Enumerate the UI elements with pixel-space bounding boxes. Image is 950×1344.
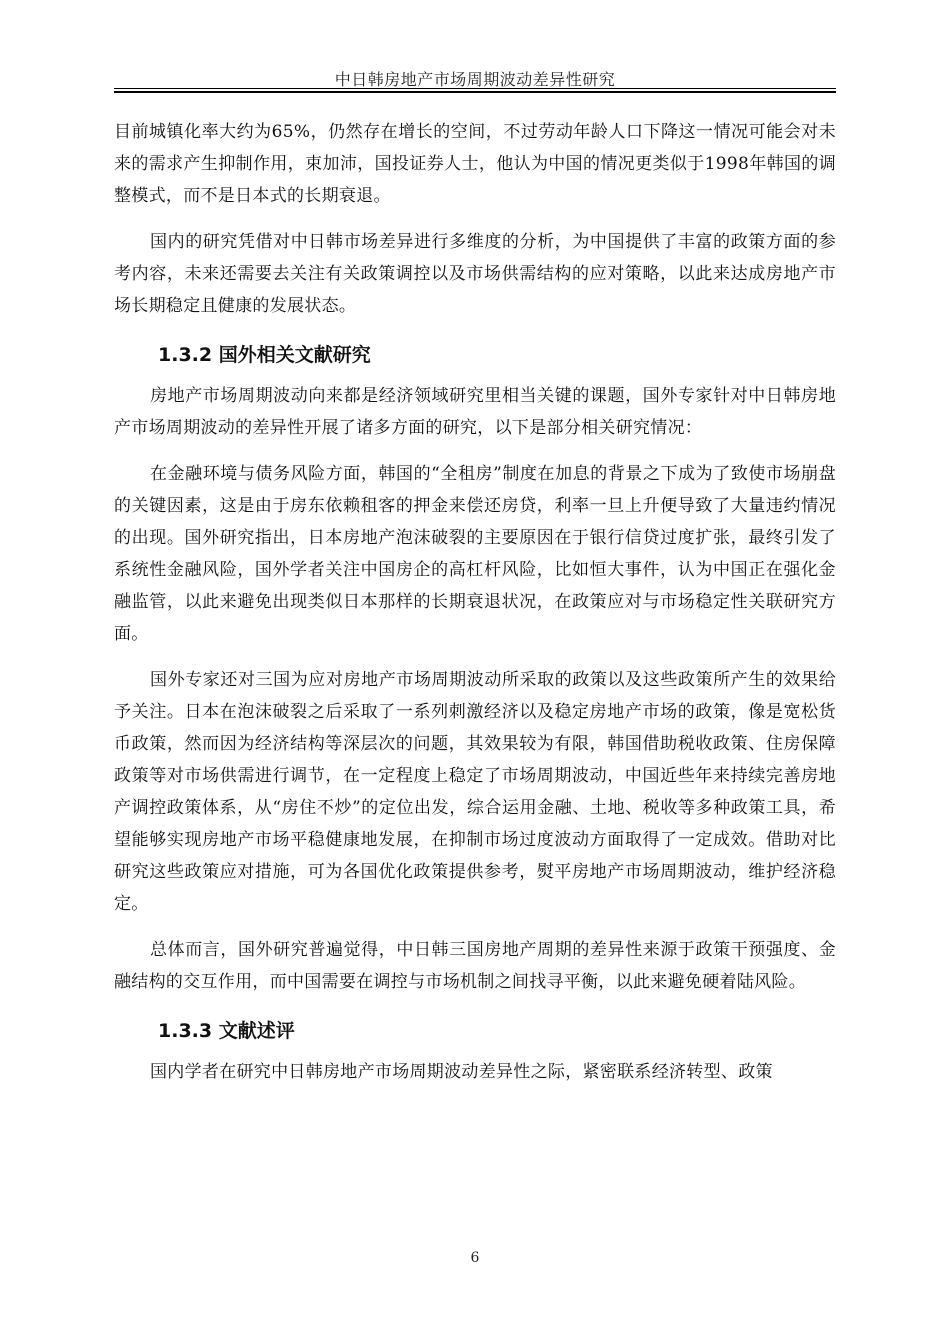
paragraph-continued: 目前城镇化率大约为65%，仍然存在增长的空间，不过劳动年龄人口下降这一情况可能会对未来的需求产生抑制作用，束加沛，国投证券人士，他认为中国的情况更类似于1998年韩国的调整模式，而不是日本式的长期衰退。 xyxy=(114,122,836,206)
paragraph-financial-risk: 在金融环境与债务风险方面，韩国的“全租房”制度在加息的背景之下成为了致使市场崩盘的关键因素，这是由于房东依赖租客的押金来偿还房贷，利率一旦上升便导致了大量违约情况的出现。国外研究指出，日本房地产泡沫破裂的主要原因在于银行信贷过度扩张，最终引发了系统性金融风险，国外学者关注中国房企的高杠杆风险，比如恒大事件，认为中国正在强化金融监管，以此来避免出现类似日本那样的长期衰退状况，在政策应对与市场稳定性关联研究方面。 xyxy=(114,464,836,644)
paragraph-foreign-intro: 房地产市场周期波动向来都是经济领域研究里相当关键的课题，国外专家针对中日韩房地产市场周期波动的差异性开展了诸多方面的研究，以下是部分相关研究情况： xyxy=(114,386,836,438)
paragraph-policy-response: 国外专家还对三国为应对房地产市场周期波动所采取的政策以及这些政策所产生的效果给予关注。日本在泡沫破裂之后采取了一系列刺激经济以及稳定房地产市场的政策，像是宽松货币政策，然而因为经济结构等深层次的问题，其效果较为有限，韩国借助税收政策、住房保障政策等对市场供需进行调节，在一定程度上稳定了市场周期波动，中国近些年来持续完善房地产调控政策体系，从“房住不炒”的定位出发，综合运用金融、土地、税收等多种政策工具，希望能够实现房地产市场平稳健康地发展，在抑制市场过度波动方面取得了一定成效。借助对比研究这些政策应对措施，可为各国优化政策提供参考，熨平房地产市场周期波动，维护经济稳定。 xyxy=(114,670,836,914)
running-header: 中日韩房地产市场周期波动差异性研究 xyxy=(334,70,616,89)
page-number: 6 xyxy=(470,1250,480,1266)
header-rule-thick xyxy=(114,91,836,93)
section-heading-1-3-2: 1.3.2 国外相关文献研究 xyxy=(158,344,371,366)
paragraph-foreign-summary: 总体而言，国外研究普遍觉得，中日韩三国房地产周期的差异性来源于政策干预强度、金融结构的交互作用，而中国需要在调控与市场机制之间找寻平衡，以此来避免硬着陆风险。 xyxy=(114,940,836,992)
paragraph-literature-review: 国内学者在研究中日韩房地产市场周期波动差异性之际，紧密联系经济转型、政策 xyxy=(150,1062,773,1082)
header-rule-thin xyxy=(114,88,836,89)
paragraph-domestic-summary: 国内的研究凭借对中日韩市场差异进行多维度的分析，为中国提供了丰富的政策方面的参考内容，未来还需要去关注有关政策调控以及市场供需结构的应对策略，以此来达成房地产市场长期稳定且健康的发展状态。 xyxy=(114,232,836,316)
document-body xyxy=(114,116,836,1088)
section-heading-1-3-3: 1.3.3 文献述评 xyxy=(158,1020,295,1042)
